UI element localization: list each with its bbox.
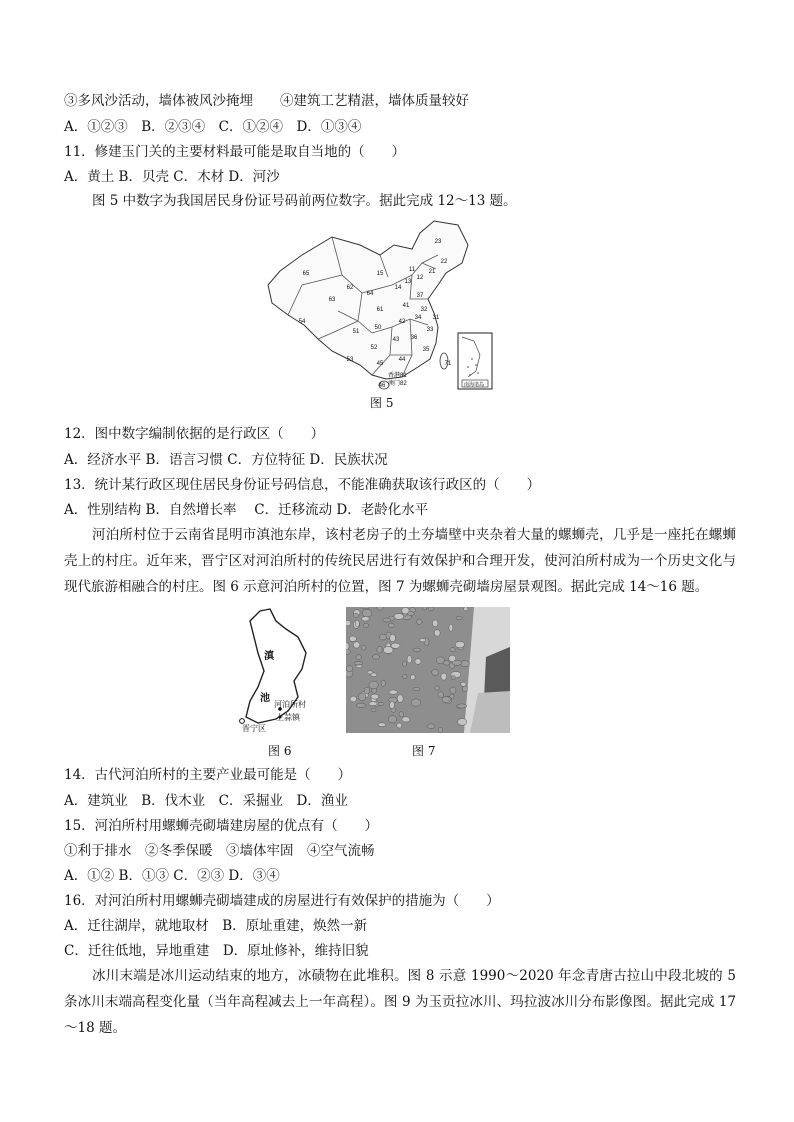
shell [349,636,356,642]
q14-stem: 14．古代河泊所村的主要产业最可能是（ ） [64,767,352,783]
q12-stem: 12．图中数字编制依据的是行政区（ ） [64,426,325,442]
q15-answers: A．①② B．①③ C．②③ D．③④ [64,868,280,884]
village-label: 河泊所村 [274,700,306,709]
province-code-61: 61 [376,307,384,313]
shell [407,656,412,663]
shell [399,712,404,717]
shell [354,662,363,665]
shell [417,619,423,624]
q13-stem: 13．统计某行政区现住居民身份证号码信息，不能准确获取该行政区的（ ） [64,477,541,493]
shell [356,703,365,707]
shell [397,723,402,728]
shell [403,661,407,667]
shell [442,697,450,703]
shell [434,630,440,637]
q14-answers: A．建筑业 B．伐木业 C．采掘业 D．渔业 [64,793,348,809]
province-code-32: 32 [420,307,428,313]
shell [378,723,386,727]
province-code-15: 15 [376,271,384,277]
province-code-33: 33 [426,327,434,333]
shell [362,607,370,609]
figure-5-caption: 图 5 [370,396,394,410]
shell [381,680,385,686]
shell [450,648,455,652]
macao-label: 澳门82 [388,381,407,387]
province-code-31: 31 [432,315,440,321]
province-code-44: 44 [398,357,406,363]
province-code-53: 53 [346,357,354,363]
q12-answers: A．经济水平 B．语言习惯 C．方位特征 D．民族状况 [64,452,388,468]
shell [391,643,400,648]
passage-14-16: 河泊所村位于云南省昆明市滇池东岸，该村老房子的土夯墙壁中夹杂着大量的螺蛳壳，几乎是一座托在螺蛳壳上的村庄。近年来，晋宁区对河泊所村的传统民居进行有效保护和合理开发，使河泊所村成为一个历史文化与现代旅游相融合的村庄。图 6 示意河泊所村的位置，图 7 为螺蛳壳砌墙房屋景观图。据此完成 14～16 题。 [64,527,736,595]
shell [450,687,456,694]
province-code-23: 23 [434,239,442,245]
shell [457,704,467,708]
shell [346,620,351,626]
shell [388,623,394,627]
province-code-51: 51 [352,329,360,335]
inset-label: 南海诸岛 [464,382,485,388]
q15-options-line: ①利于排水 ②冬季保暖 ③墙体牢固 ④空气流畅 [64,843,375,859]
shell [441,673,447,680]
shell [432,620,438,627]
figure-5-china-map [262,215,532,393]
figure-6-caption: 图 6 [268,744,292,758]
shell [413,687,420,690]
shell [427,724,435,729]
province-code-14: 14 [394,285,402,291]
shell [460,661,469,667]
shell [369,681,378,689]
shell [346,666,353,672]
shell [464,607,468,611]
shell [380,634,387,640]
shell [371,708,376,711]
province-code-50: 50 [374,325,382,331]
district-marker [240,719,245,724]
shell [420,639,426,642]
province-code-42: 42 [398,319,406,325]
q13-answers: A．性别结构 B．自然增长率 C．迁移流动 D．老龄化水平 [64,502,429,518]
province-code-65: 65 [302,271,310,277]
shell [436,657,444,664]
shell [410,675,415,680]
shell [422,607,426,610]
shell [390,634,396,642]
shell [350,696,357,702]
shell [397,695,403,703]
figure-7-wall-photo [346,607,510,733]
province-code-22: 22 [440,259,448,265]
shell [403,674,408,678]
shell [456,616,462,619]
province-code-54: 54 [298,319,306,325]
province-code-11: 11 [408,267,416,273]
shell [449,624,453,631]
passage-17-18: 冰川末端是冰川运动结束的地方，冰碛物在此堆积。图 8 示意 1990～2020 年念青唐古拉山中段北坡的 5 条冰川末端高程变化量（当年高程减去上一年高程）。图 9 为玉贡拉冰川、玛拉波冰川分布影像图。据此完成 17～18 题。 [64,968,736,1036]
town-label: 上蒜镇 [276,713,300,722]
q16-answers-ab: A．迁往湖岸，就地取材 B．原址重建，焕然一新 [64,918,368,934]
province-code-37: 37 [416,293,424,299]
lake-char-1: 滇 [264,651,274,662]
shell [415,659,421,665]
q11-answers: A．黄土 B．贝壳 C．木材 D．河沙 [64,169,280,185]
district-label: 晋宁区 [242,724,266,733]
shell [367,671,373,674]
shell [413,648,421,651]
province-code-63: 63 [328,297,336,303]
province-code-13: 13 [404,279,412,285]
province-code-21: 21 [428,269,436,275]
shell [346,643,349,650]
shell [358,693,366,701]
shell [435,686,440,690]
figure-7-caption: 图 7 [412,744,436,758]
hk-label: 香港81 [388,373,407,379]
shell [377,607,384,610]
shell [353,613,358,618]
shell [402,607,409,614]
shell [355,620,359,627]
province-code-41: 41 [402,303,410,309]
lake-char-2: 池 [260,693,270,704]
shell [362,609,372,617]
shell [353,642,360,648]
q11-stem: 11．修建玉门关的主要材料最可能是取自当地的（ ） [64,144,406,160]
shell [390,702,395,709]
shell [364,623,369,627]
shell [388,716,396,723]
wall-photo-svg [346,607,510,733]
shell [369,702,377,706]
q10-options-line: ③多风沙活动，墙体被风沙掩埋 ④建筑工艺精湛，墙体质量较好 [64,93,469,109]
province-code-64: 64 [366,291,374,297]
shell [361,646,366,651]
province-code-43: 43 [392,337,400,343]
province-code-62: 62 [346,285,354,291]
shell [452,660,461,665]
province-code-36: 36 [410,335,418,341]
figure-6-location-map [236,607,322,735]
shell [458,719,467,726]
shell [438,727,443,732]
province-code-46: 46 [378,383,386,389]
q10-answers: A．①②③ B．②③④ C．①②④ D．①③④ [64,119,362,135]
province-code-71: 71 [444,361,452,367]
shell [356,665,362,668]
china-map-svg [262,215,532,393]
shell [402,717,410,722]
q16-answers-cd: C．迁往低地，异地重建 D．原址修补，维持旧貌 [64,943,369,959]
shell [377,647,382,654]
dianchi-map-svg [236,607,322,735]
q16-stem: 16．对河泊所村用螺蛳壳砌墙建成的房屋进行有效保护的措施为（ ） [64,893,500,909]
shell [371,694,379,699]
province-code-34: 34 [414,315,422,321]
province-code-35: 35 [422,347,430,353]
province-code-52: 52 [370,345,378,351]
shell [373,655,380,660]
shell [432,669,439,675]
shell [364,687,370,694]
q15-stem: 15．河泊所村用螺蛳壳砌墙建房屋的优点有（ ） [64,818,379,834]
shell [438,692,444,698]
shell [411,699,421,706]
shell [428,607,433,611]
shell [389,690,397,694]
intro-12-13: 图 5 中数字为我国居民身份证号码前两位数字。据此完成 12～13 题。 [92,193,517,209]
shell [451,676,456,680]
shell [383,618,391,622]
shell [455,641,464,647]
shell [461,682,466,686]
shell [362,617,370,622]
province-code-45: 45 [376,361,384,367]
province-code-12: 12 [416,275,424,281]
shell [356,655,361,660]
